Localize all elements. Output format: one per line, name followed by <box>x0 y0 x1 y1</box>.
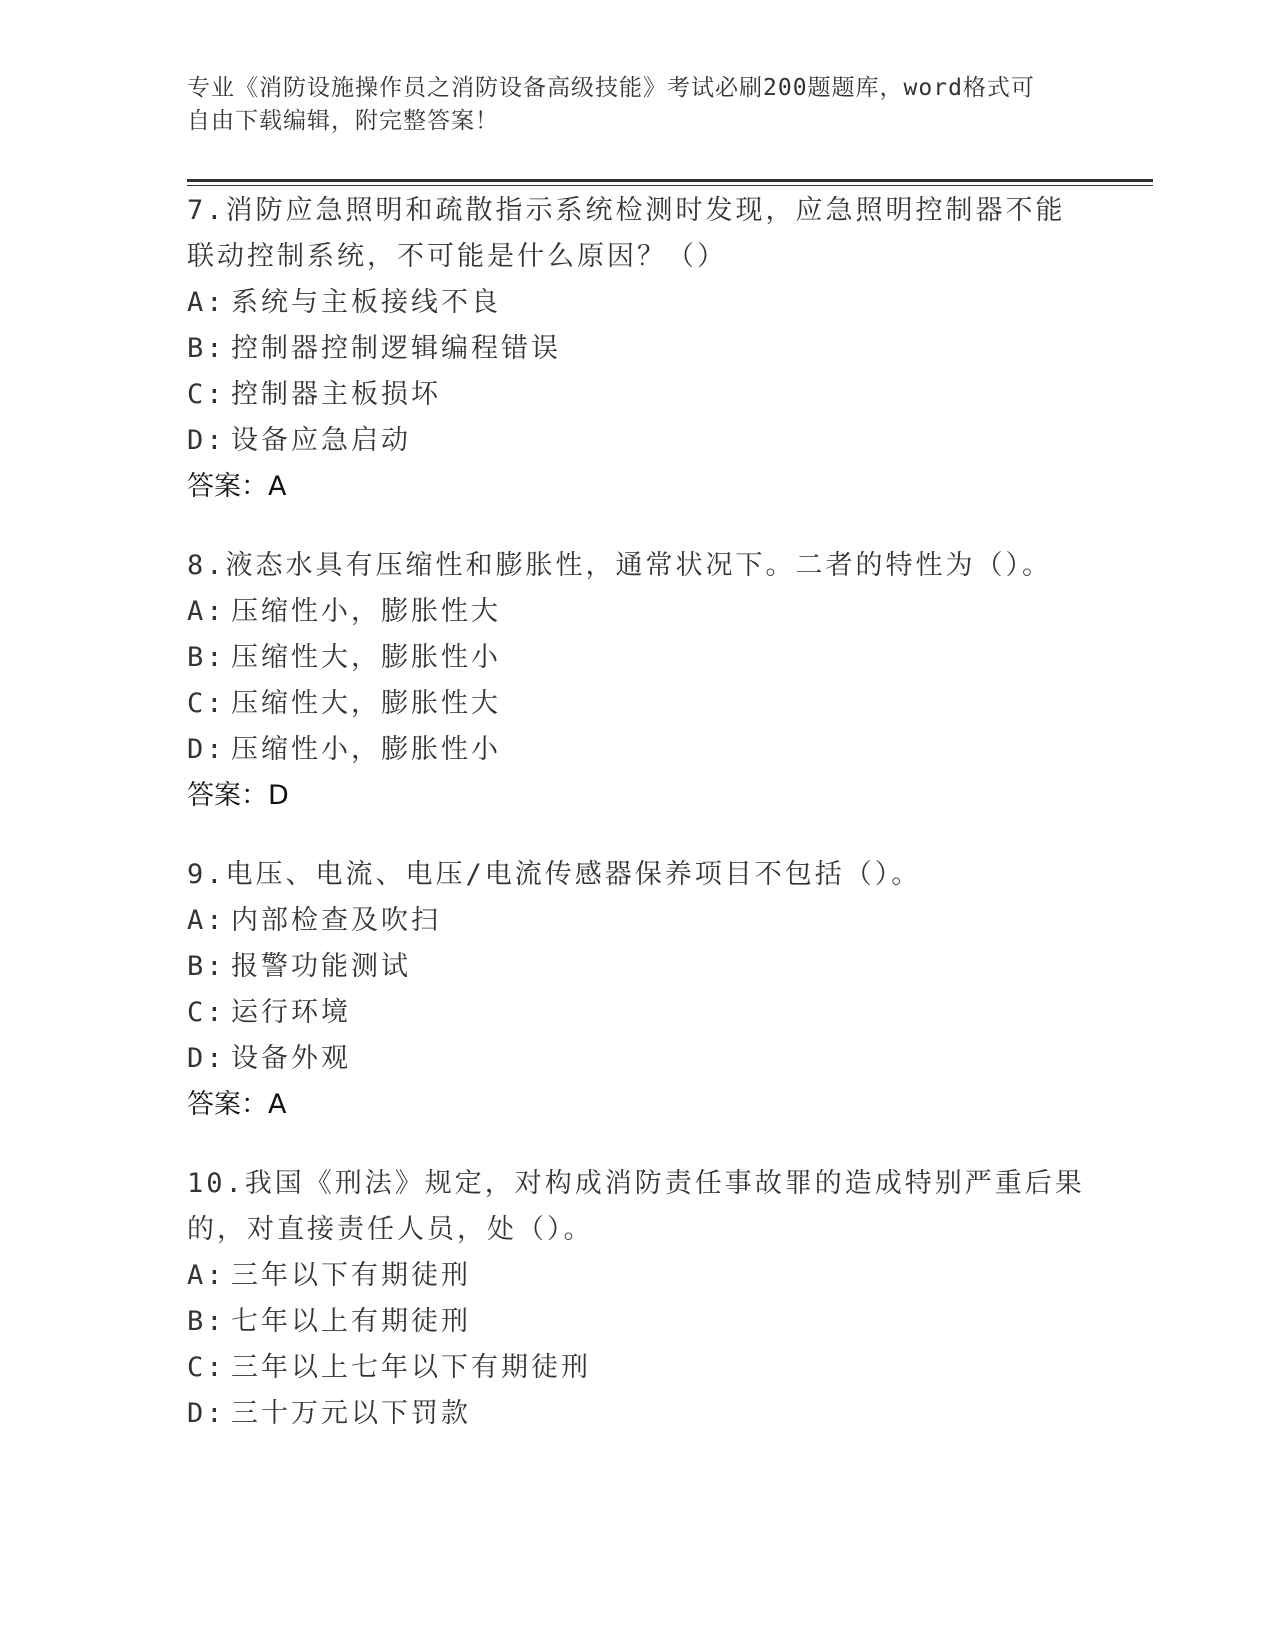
option-letter: B: <box>187 951 226 982</box>
question-stem: 9.电压、电流、电压/电流传感器保养项目不包括（）。 <box>187 859 922 890</box>
option-text: 系统与主板接线不良 <box>231 287 501 318</box>
option-text: 控制器主板损坏 <box>231 379 441 410</box>
option-letter: A: <box>187 287 226 318</box>
header-line-2: 自由下载编辑，附完整答案！ <box>187 108 499 134</box>
option-letter: A: <box>187 905 226 936</box>
option-letter: B: <box>187 642 226 673</box>
option-a <box>187 1253 1087 1299</box>
option-text: 七年以上有期徒刑 <box>231 1306 471 1337</box>
question-stem: 7.消防应急照明和疏散指示系统检测时发现，应急照明控制器不能联动控制系统，不可能是什么原因？（） <box>187 195 1066 272</box>
header-divider-thin <box>187 185 1153 186</box>
option-letter: B: <box>187 333 226 364</box>
option-letter: D: <box>187 734 226 765</box>
option-text: 设备外观 <box>231 1043 351 1074</box>
header-line-1: 专业《消防设施操作员之消防设备高级技能》考试必刷200题题库，word格式可 <box>187 75 1035 101</box>
option-letter: D: <box>187 1043 226 1074</box>
option-a <box>187 280 1087 326</box>
option-c <box>187 990 1087 1036</box>
option-text: 设备应急启动 <box>231 425 411 456</box>
option-text: 压缩性小，膨胀性大 <box>231 596 501 627</box>
option-text: 三十万元以下罚款 <box>231 1398 471 1429</box>
option-text: 压缩性大，膨胀性小 <box>231 642 501 673</box>
option-b <box>187 1299 1087 1345</box>
document-header <box>187 72 1067 138</box>
question-10 <box>187 1161 1087 1437</box>
question-stem: 10.我国《刑法》规定，对构成消防责任事故罪的造成特别严重后果的，对直接责任人员，处（）。 <box>187 1168 1085 1245</box>
option-b <box>187 635 1087 681</box>
option-text: 控制器控制逻辑编程错误 <box>231 333 561 364</box>
option-letter: B: <box>187 1306 226 1337</box>
option-letter: C: <box>187 379 226 410</box>
option-d <box>187 727 1087 773</box>
answer-line: 答案：A <box>187 471 287 502</box>
question-list <box>187 188 1087 1470</box>
option-b <box>187 326 1087 372</box>
question-7 <box>187 188 1087 510</box>
option-text: 三年以上七年以下有期徒刑 <box>231 1352 591 1383</box>
option-text: 运行环境 <box>231 997 351 1028</box>
option-letter: A: <box>187 1260 226 1291</box>
option-c <box>187 1345 1087 1391</box>
option-letter: C: <box>187 1352 226 1383</box>
option-letter: D: <box>187 425 226 456</box>
question-8 <box>187 543 1087 819</box>
option-letter: D: <box>187 1398 226 1429</box>
option-text: 报警功能测试 <box>231 951 411 982</box>
question-9 <box>187 852 1087 1128</box>
option-text: 压缩性大，膨胀性大 <box>231 688 501 719</box>
option-c <box>187 372 1087 418</box>
option-text: 内部检查及吹扫 <box>231 905 441 936</box>
answer-line: 答案：A <box>187 1089 287 1120</box>
option-d <box>187 1391 1087 1437</box>
question-stem: 8.液态水具有压缩性和膨胀性，通常状况下。二者的特性为（）。 <box>187 550 1053 581</box>
option-text: 三年以下有期徒刑 <box>231 1260 471 1291</box>
option-d <box>187 1036 1087 1082</box>
answer-line: 答案：D <box>187 780 289 811</box>
option-d <box>187 418 1087 464</box>
option-b <box>187 944 1087 990</box>
option-a <box>187 898 1087 944</box>
option-a <box>187 589 1087 635</box>
option-letter: C: <box>187 688 226 719</box>
option-text: 压缩性小，膨胀性小 <box>231 734 501 765</box>
option-letter: C: <box>187 997 226 1028</box>
header-divider-thick <box>187 179 1153 182</box>
option-letter: A: <box>187 596 226 627</box>
option-c <box>187 681 1087 727</box>
